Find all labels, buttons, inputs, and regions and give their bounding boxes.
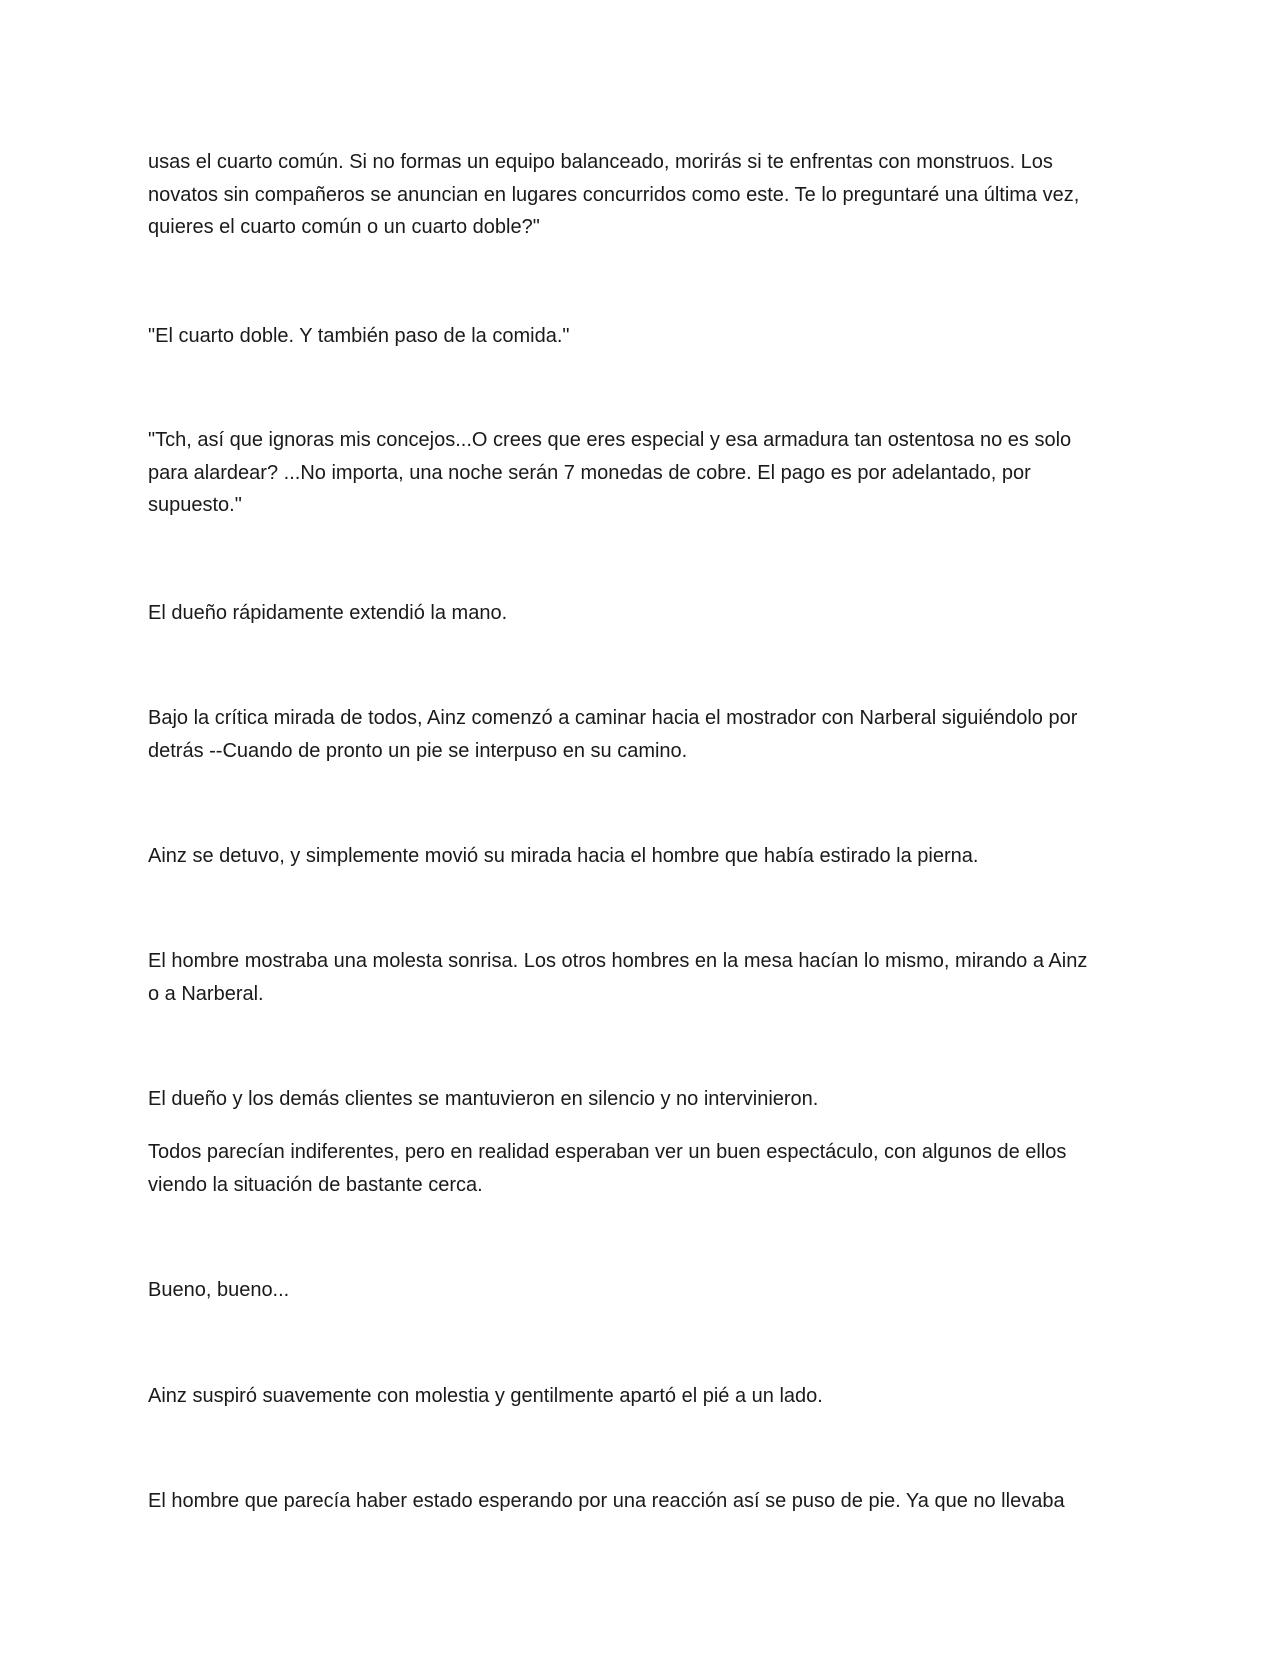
paragraph-9 <box>148 1136 1138 1201</box>
text-line: El hombre mostraba una molesta sonrisa. Los otros hombres en la mesa hacían lo mismo, mirando a Ainz <box>148 950 1088 972</box>
text-line: "El cuarto doble. Y también paso de la comida." <box>148 325 570 347</box>
paragraph-12 <box>148 1485 1138 1518</box>
text-line: detrás --Cuando de pronto un pie se interpuso en su camino. <box>148 739 688 762</box>
text-line: Todos parecían indiferentes, pero en realidad esperaban ver un buen espectáculo, con algunos de ellos <box>148 1141 1067 1163</box>
paragraph-2 <box>148 320 1138 353</box>
text-line: supuesto." <box>148 494 242 516</box>
paragraph-1 <box>148 146 1138 244</box>
paragraph-4 <box>148 597 1138 630</box>
text-line: "Tch, así que ignoras mis concejos...O crees que eres especial y esa armadura tan ostentosa no es solo <box>148 429 1072 451</box>
text-line: Bajo la crítica mirada de todos, Ainz comenzó a caminar hacia el mostrador con Narberal siguiéndolo por <box>148 707 1078 729</box>
paragraph-10 <box>148 1274 1138 1307</box>
text-line: El dueño rápidamente extendió la mano. <box>148 602 508 624</box>
text-line: quieres el cuarto común o un cuarto doble?" <box>148 216 540 238</box>
text-line: novatos sin compañeros se anuncian en lugares concurridos como este. Te lo preguntaré una última vez, <box>148 183 1080 206</box>
text-line: El hombre que parecía haber estado esperando por una reacción así se puso de pie. Ya que no llevaba <box>148 1490 1065 1512</box>
text-line: o a Narberal. <box>148 982 264 1005</box>
text-line: viendo la situación de bastante cerca. <box>148 1173 483 1196</box>
paragraph-7 <box>148 945 1138 1010</box>
paragraph-8 <box>148 1083 1138 1116</box>
text-line: Bueno, bueno... <box>148 1279 290 1301</box>
paragraph-11 <box>148 1380 1138 1413</box>
text-line: usas el cuarto común. Si no formas un equipo balanceado, morirás si te enfrentas con monstruos. Los <box>148 151 1053 173</box>
text-line: para alardear? ...No importa, una noche serán 7 monedas de cobre. El pago es por adelantado, por <box>148 461 1031 484</box>
text-line: Ainz suspiró suavemente con molestia y gentilmente apartó el pié a un lado. <box>148 1385 823 1407</box>
text-line: El dueño y los demás clientes se mantuvieron en silencio y no intervinieron. <box>148 1088 819 1110</box>
paragraph-6 <box>148 840 1138 873</box>
text-line: Ainz se detuvo, y simplemente movió su mirada hacia el hombre que había estirado la pierna. <box>148 845 979 867</box>
paragraph-3 <box>148 424 1138 522</box>
paragraph-5 <box>148 702 1138 767</box>
